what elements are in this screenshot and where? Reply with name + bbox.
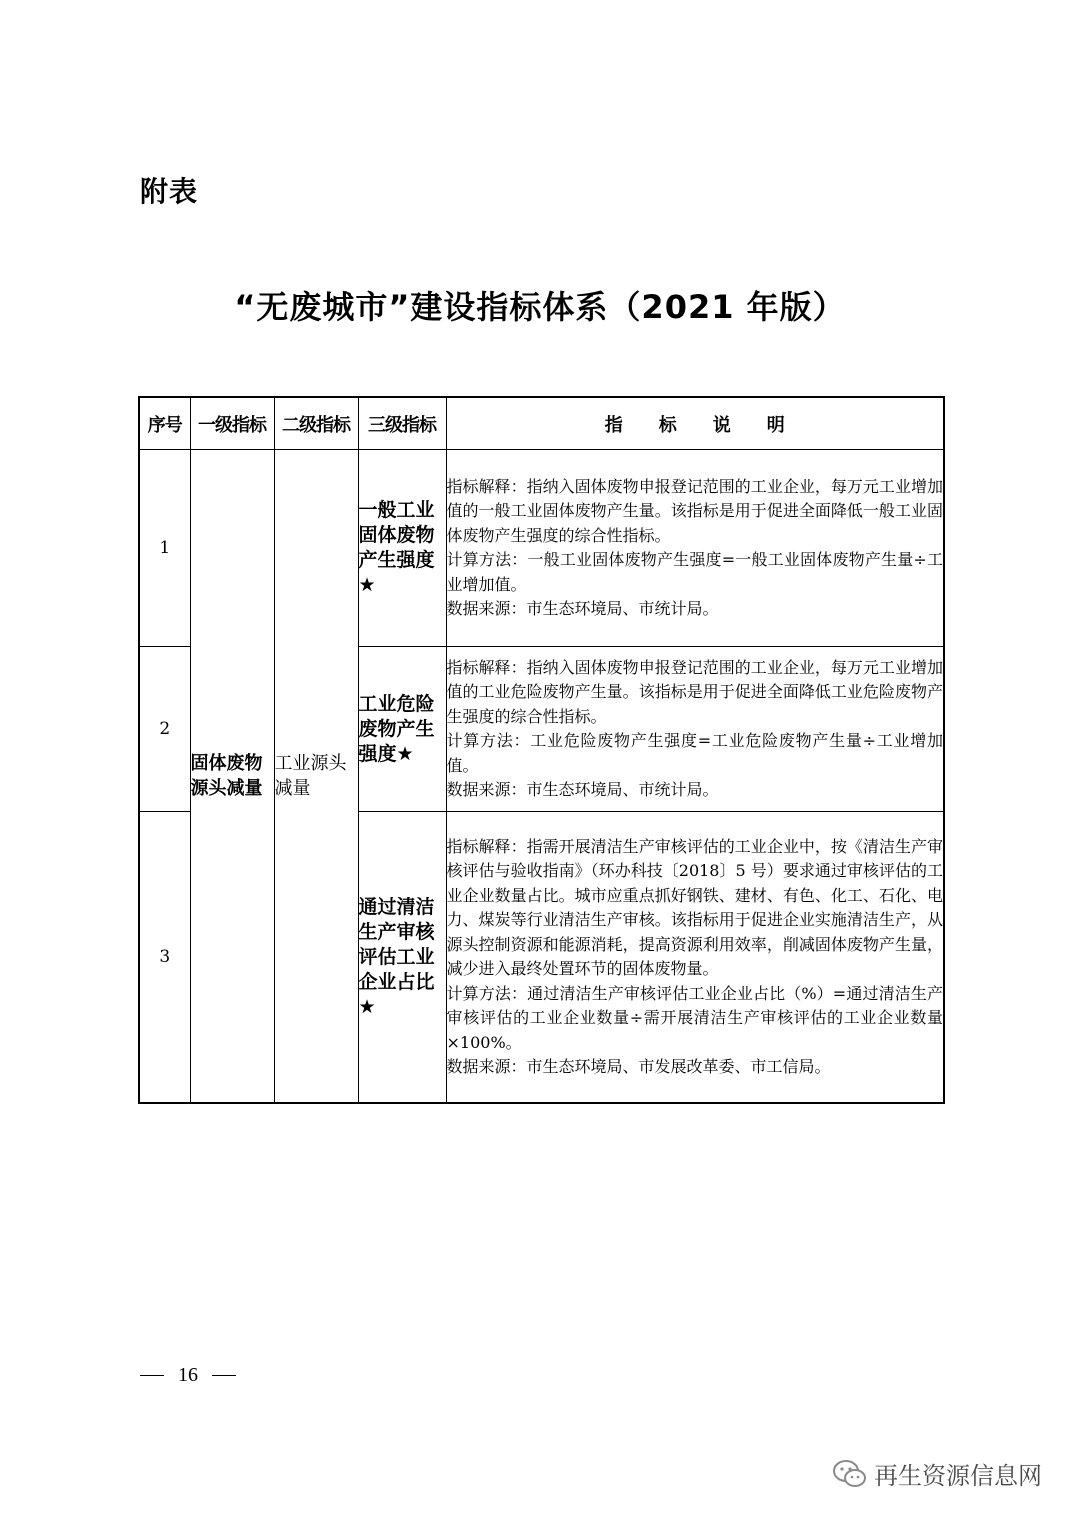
dash-right [212,1375,236,1376]
indicator-description [446,450,944,647]
description-source: 数据来源：市生态环境局、市统计局。 [446,780,719,799]
dash-left [140,1375,164,1376]
header-level2: 二级指标 [274,397,358,450]
level2-indicator: 工业源头减量 [274,450,358,1104]
indicator-table [138,396,945,1104]
row-index: 3 [139,812,190,1104]
watermark-text: 再生资源信息网 [874,1462,1042,1490]
description-method: 计算方法：一般工业固体废物产生强度=一般工业固体废物产生量÷工业增加值。 [446,550,943,594]
description-source: 数据来源：市生态环境局、市发展改革委、市工信局。 [446,1057,831,1076]
row-index: 1 [139,450,190,647]
description-method: 计算方法：工业危险废物产生强度=工业危险废物产生量÷工业增加值。 [446,731,943,775]
page-number-value: 16 [178,1364,198,1386]
appendix-label: 附表 [140,175,199,208]
wechat-icon [832,1459,868,1489]
page-number [140,1362,236,1387]
level3-indicator: 一般工业固体废物产生强度★ [358,450,446,647]
table-header-row [139,397,944,450]
page-title: “无废城市”建设指标体系（2021 年版） [234,288,846,326]
description-explanation: 指标解释：指需开展清洁生产审核评估的工业企业中，按《清洁生产审核评估与验收指南》（环办科技〔2018〕5 号）要求通过审核评估的工业企业数量占比。城市应重点抓好钢铁、建材、有色、化工、石化、电力、煤炭等行业清洁生产审核。该指标用于促进企业实施清洁生产，从源头控制资源和能源消耗，提高资源利用效率，削减固体废物产生量，减少进入最终处置环节的固体废物量。 [446,836,943,978]
indicator-description [446,647,944,812]
row-index: 2 [139,647,190,812]
description-explanation: 指标解释：指纳入固体废物申报登记范围的工业企业，每万元工业增加值的一般工业固体废物产生量。该指标是用于促进全面降低一般工业固体废物产生强度的综合性指标。 [446,476,943,545]
level3-indicator: 通过清洁生产审核评估工业企业占比★ [358,812,446,1104]
indicator-description [446,812,944,1104]
header-index: 序号 [139,397,190,450]
header-level1: 一级指标 [190,397,274,450]
watermark [832,1456,1042,1491]
description-source: 数据来源：市生态环境局、市统计局。 [446,599,719,618]
level3-indicator: 工业危险废物产生强度★ [358,647,446,812]
level1-indicator: 固体废物源头减量 [190,450,274,1104]
description-explanation: 指标解释：指纳入固体废物申报登记范围的工业企业，每万元工业增加值的工业危险废物产生量。该指标是用于促进全面降低工业危险废物产生强度的综合性指标。 [446,657,943,726]
header-level3: 三级指标 [358,397,446,450]
header-description: 指 标 说 明 [446,397,944,450]
table-row [139,450,944,647]
description-method: 计算方法：通过清洁生产审核评估工业企业占比（%）=通过清洁生产审核评估的工业企业数量÷需开展清洁生产审核评估的工业企业数量×100%。 [446,983,943,1052]
